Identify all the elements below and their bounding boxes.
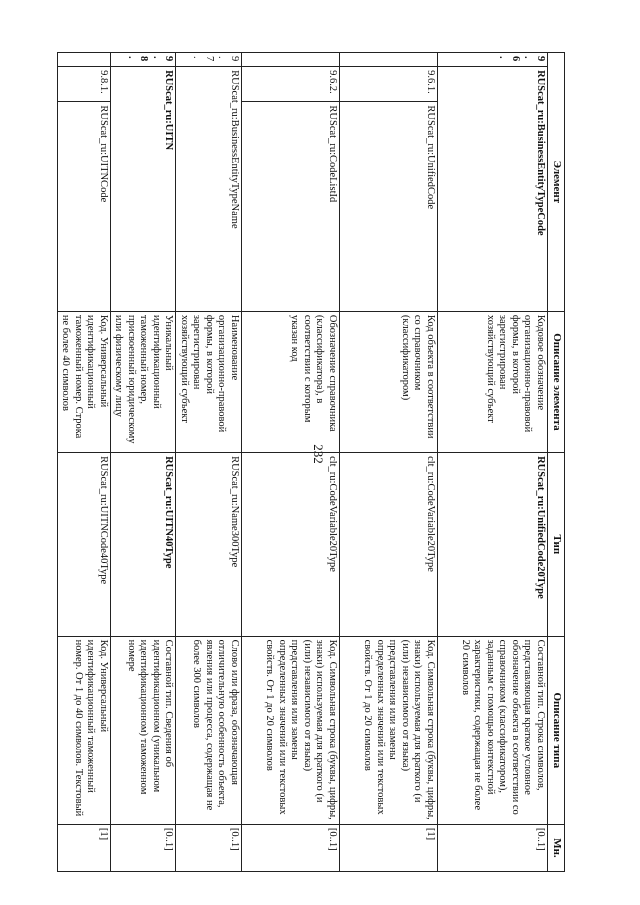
specification-table (57, 52, 565, 872)
row-type-desc: Слово или фраза, обозначающая отличительную особенность объекта, явления или процесса, содержащая не более 300 символов (176, 636, 242, 824)
row-mult: [0..1] (438, 824, 548, 871)
row-element-desc: Код объекта в соответствии со справочником (классификатором) (340, 311, 438, 452)
row-element: RUScat_ru:UITNCode (58, 102, 111, 311)
row-type: RUScat_ru:UITN40Type (111, 453, 177, 637)
row-type-desc: Составной тип. Сведения об идентификационном (уникальном идентификационном) таможенном номере (111, 636, 177, 824)
row-element-desc: Код. Универсальный идентификационный таможенный номер. Строка не более 40 символов (58, 311, 111, 452)
row-element-desc: Уникальный идентификационный таможенный номер, присвоенный юридическому или физическому лицу (111, 311, 177, 452)
row-element-desc: Наименование организационно-правовой формы, в которой зарегистрирован хозяйствующий субъект (176, 311, 242, 452)
header-mult: Мн. (548, 824, 565, 871)
row-type: RUScat_ru:Name300Type (176, 453, 242, 637)
header-type: Тип (548, 453, 565, 637)
row-element: RUScat_ru:BusinessEntityTypeName (176, 67, 242, 312)
table-row (111, 53, 177, 872)
table-row (438, 53, 548, 872)
page-number: 232 (311, 444, 326, 464)
row-mult: [0..1] (242, 824, 340, 871)
row-number: 9.6.2. (242, 67, 340, 102)
row-mult: [0..1] (176, 824, 242, 871)
row-number: 9.6.1. (340, 67, 438, 102)
document-sheet (60, 52, 565, 872)
row-type-desc: Код. Символьная строка (буквы, цифры, знаки) используемая для краткого (и (или) независимого от языка) представления или замены определенных значений или текстовых свойств. От 1 до 20 символов (340, 636, 438, 824)
row-number: 9.8. (111, 53, 177, 67)
table-row (242, 53, 340, 872)
row-type: RUScat_ru:UITNCode40Type (58, 453, 111, 637)
table-row (176, 53, 242, 872)
row-element: RUScat_ru:BusinessEntityTypeCode (438, 67, 548, 312)
row-element-desc: Обозначение справочника (классификатора), в соответствии с которым указан код (242, 311, 340, 452)
row-type-desc: Составной тип. Строка символов, представляющая краткое условное обозначение объекта в соответствии со справочником (классификатором), заданным с помощью контекстной характеристики, содержащая не более 20 символов (438, 636, 548, 824)
row-element: RUScat_ru:CodeListId (242, 102, 340, 311)
row-number: 9.6. (438, 53, 548, 67)
header-type-desc: Описание типа (548, 636, 565, 824)
table-row (340, 53, 438, 872)
row-type-desc: Код. Универсальный идентификационный таможенный номер. От 1 до 40 символов. Текстовый (58, 636, 111, 824)
row-type: RUScat_ru:UnifiedCode20Type (438, 453, 548, 637)
row-element: RUScat_ru:UnifiedCode (340, 102, 438, 311)
header-element-desc: Описание элемента (548, 311, 565, 452)
row-element: RUScat_ru:UITN (111, 67, 177, 312)
header-element: Элемент (548, 53, 565, 312)
row-element-desc: Кодовое обозначение организационно-правовой формы, в которой зарегистрирован хозяйствующий субъект (438, 311, 548, 452)
table-row (58, 53, 111, 872)
indent-cell (340, 53, 438, 67)
indent-cell (242, 53, 340, 67)
row-number: 9.7. (176, 53, 242, 67)
indent-cell (58, 53, 111, 67)
row-number: 9.8.1. (58, 67, 111, 102)
row-type: clt_ru:CodeVariable20Type (340, 453, 438, 637)
row-mult: [1] (340, 824, 438, 871)
table-header-row (548, 53, 565, 872)
row-mult: [0..1] (111, 824, 177, 871)
row-mult: [1] (58, 824, 111, 871)
row-type: clt_ru:CodeVariable20Type (242, 453, 340, 637)
row-type-desc: Код. Символьная строка (буквы, цифры, знаки) используемая для краткого (и (или) независимого от языка) представления или замены определенных значений или текстовых свойств. От 1 до 20 символов (242, 636, 340, 824)
